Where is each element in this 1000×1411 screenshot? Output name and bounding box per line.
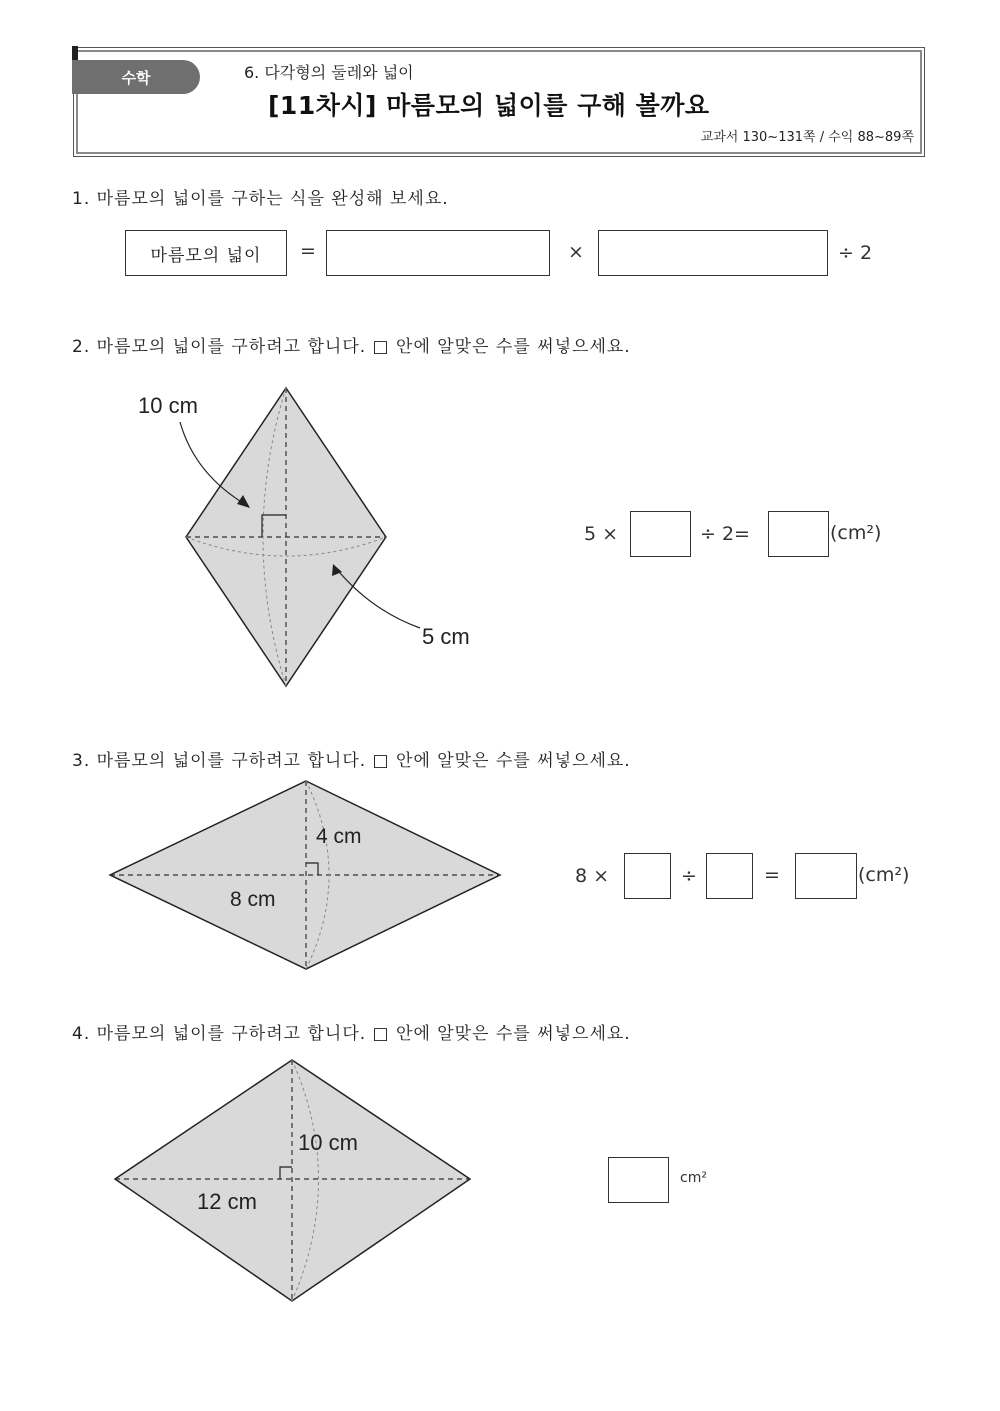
q2-answer-box-1[interactable] xyxy=(630,511,691,557)
q3-eq-start: 8 × xyxy=(575,865,610,887)
chapter-title: 6. 다각형의 둘레와 넓이 xyxy=(244,63,414,82)
q1-answer-box-2[interactable] xyxy=(598,230,828,276)
q3-rhombus-figure xyxy=(100,775,510,975)
lesson-title: [11차시] 마름모의 넓이를 구해 볼까요 xyxy=(268,91,710,120)
q4-rhombus-figure xyxy=(105,1055,480,1310)
q4-dim-b: 12 cm xyxy=(197,1189,257,1214)
q1-times-sign: × xyxy=(568,241,584,263)
q2-answer-box-2[interactable] xyxy=(768,511,829,557)
question-4-text: 4. 마름모의 넓이를 구하려고 합니다. □ 안에 알맞은 수를 써넣으세요. xyxy=(72,1024,631,1044)
header-corner-mark xyxy=(72,46,78,60)
q4-unit: cm² xyxy=(680,1170,707,1186)
q3-dim-b: 8 cm xyxy=(230,888,276,911)
q1-equals-sign: = xyxy=(300,240,316,262)
question-2-text: 2. 마름모의 넓이를 구하려고 합니다. □ 안에 알맞은 수를 써넣으세요. xyxy=(72,337,631,357)
q3-answer-box-3[interactable] xyxy=(795,853,857,899)
q3-answer-box-1[interactable] xyxy=(624,853,671,899)
q3-eq-equals: = xyxy=(764,864,780,886)
q3-eq-div: ÷ xyxy=(681,865,697,887)
q2-eq-start: 5 × xyxy=(584,523,619,545)
question-1-text: 1. 마름모의 넓이를 구하는 식을 완성해 보세요. xyxy=(72,189,449,209)
q2-dim-a: 10 cm xyxy=(138,393,198,418)
formula-label-box: 마름모의 넓이 xyxy=(125,230,287,276)
q3-dim-a: 4 cm xyxy=(316,825,362,848)
q3-answer-box-2[interactable] xyxy=(706,853,753,899)
q3-unit: (cm²) xyxy=(858,864,910,886)
q2-rhombus-figure xyxy=(130,380,490,700)
q4-dim-a: 10 cm xyxy=(298,1130,358,1155)
subject-badge: 수학 xyxy=(72,60,200,94)
page-reference: 교과서 130~131쪽 / 수익 88~89쪽 xyxy=(700,130,914,145)
q1-divide-text: ÷ 2 xyxy=(838,242,873,264)
q1-answer-box-1[interactable] xyxy=(326,230,550,276)
q4-answer-box[interactable] xyxy=(608,1157,669,1203)
q2-unit: (cm²) xyxy=(830,522,882,544)
q2-eq-div: ÷ 2= xyxy=(700,523,750,545)
q2-dim-b: 5 cm xyxy=(422,624,470,649)
question-3-text: 3. 마름모의 넓이를 구하려고 합니다. □ 안에 알맞은 수를 써넣으세요. xyxy=(72,751,631,771)
